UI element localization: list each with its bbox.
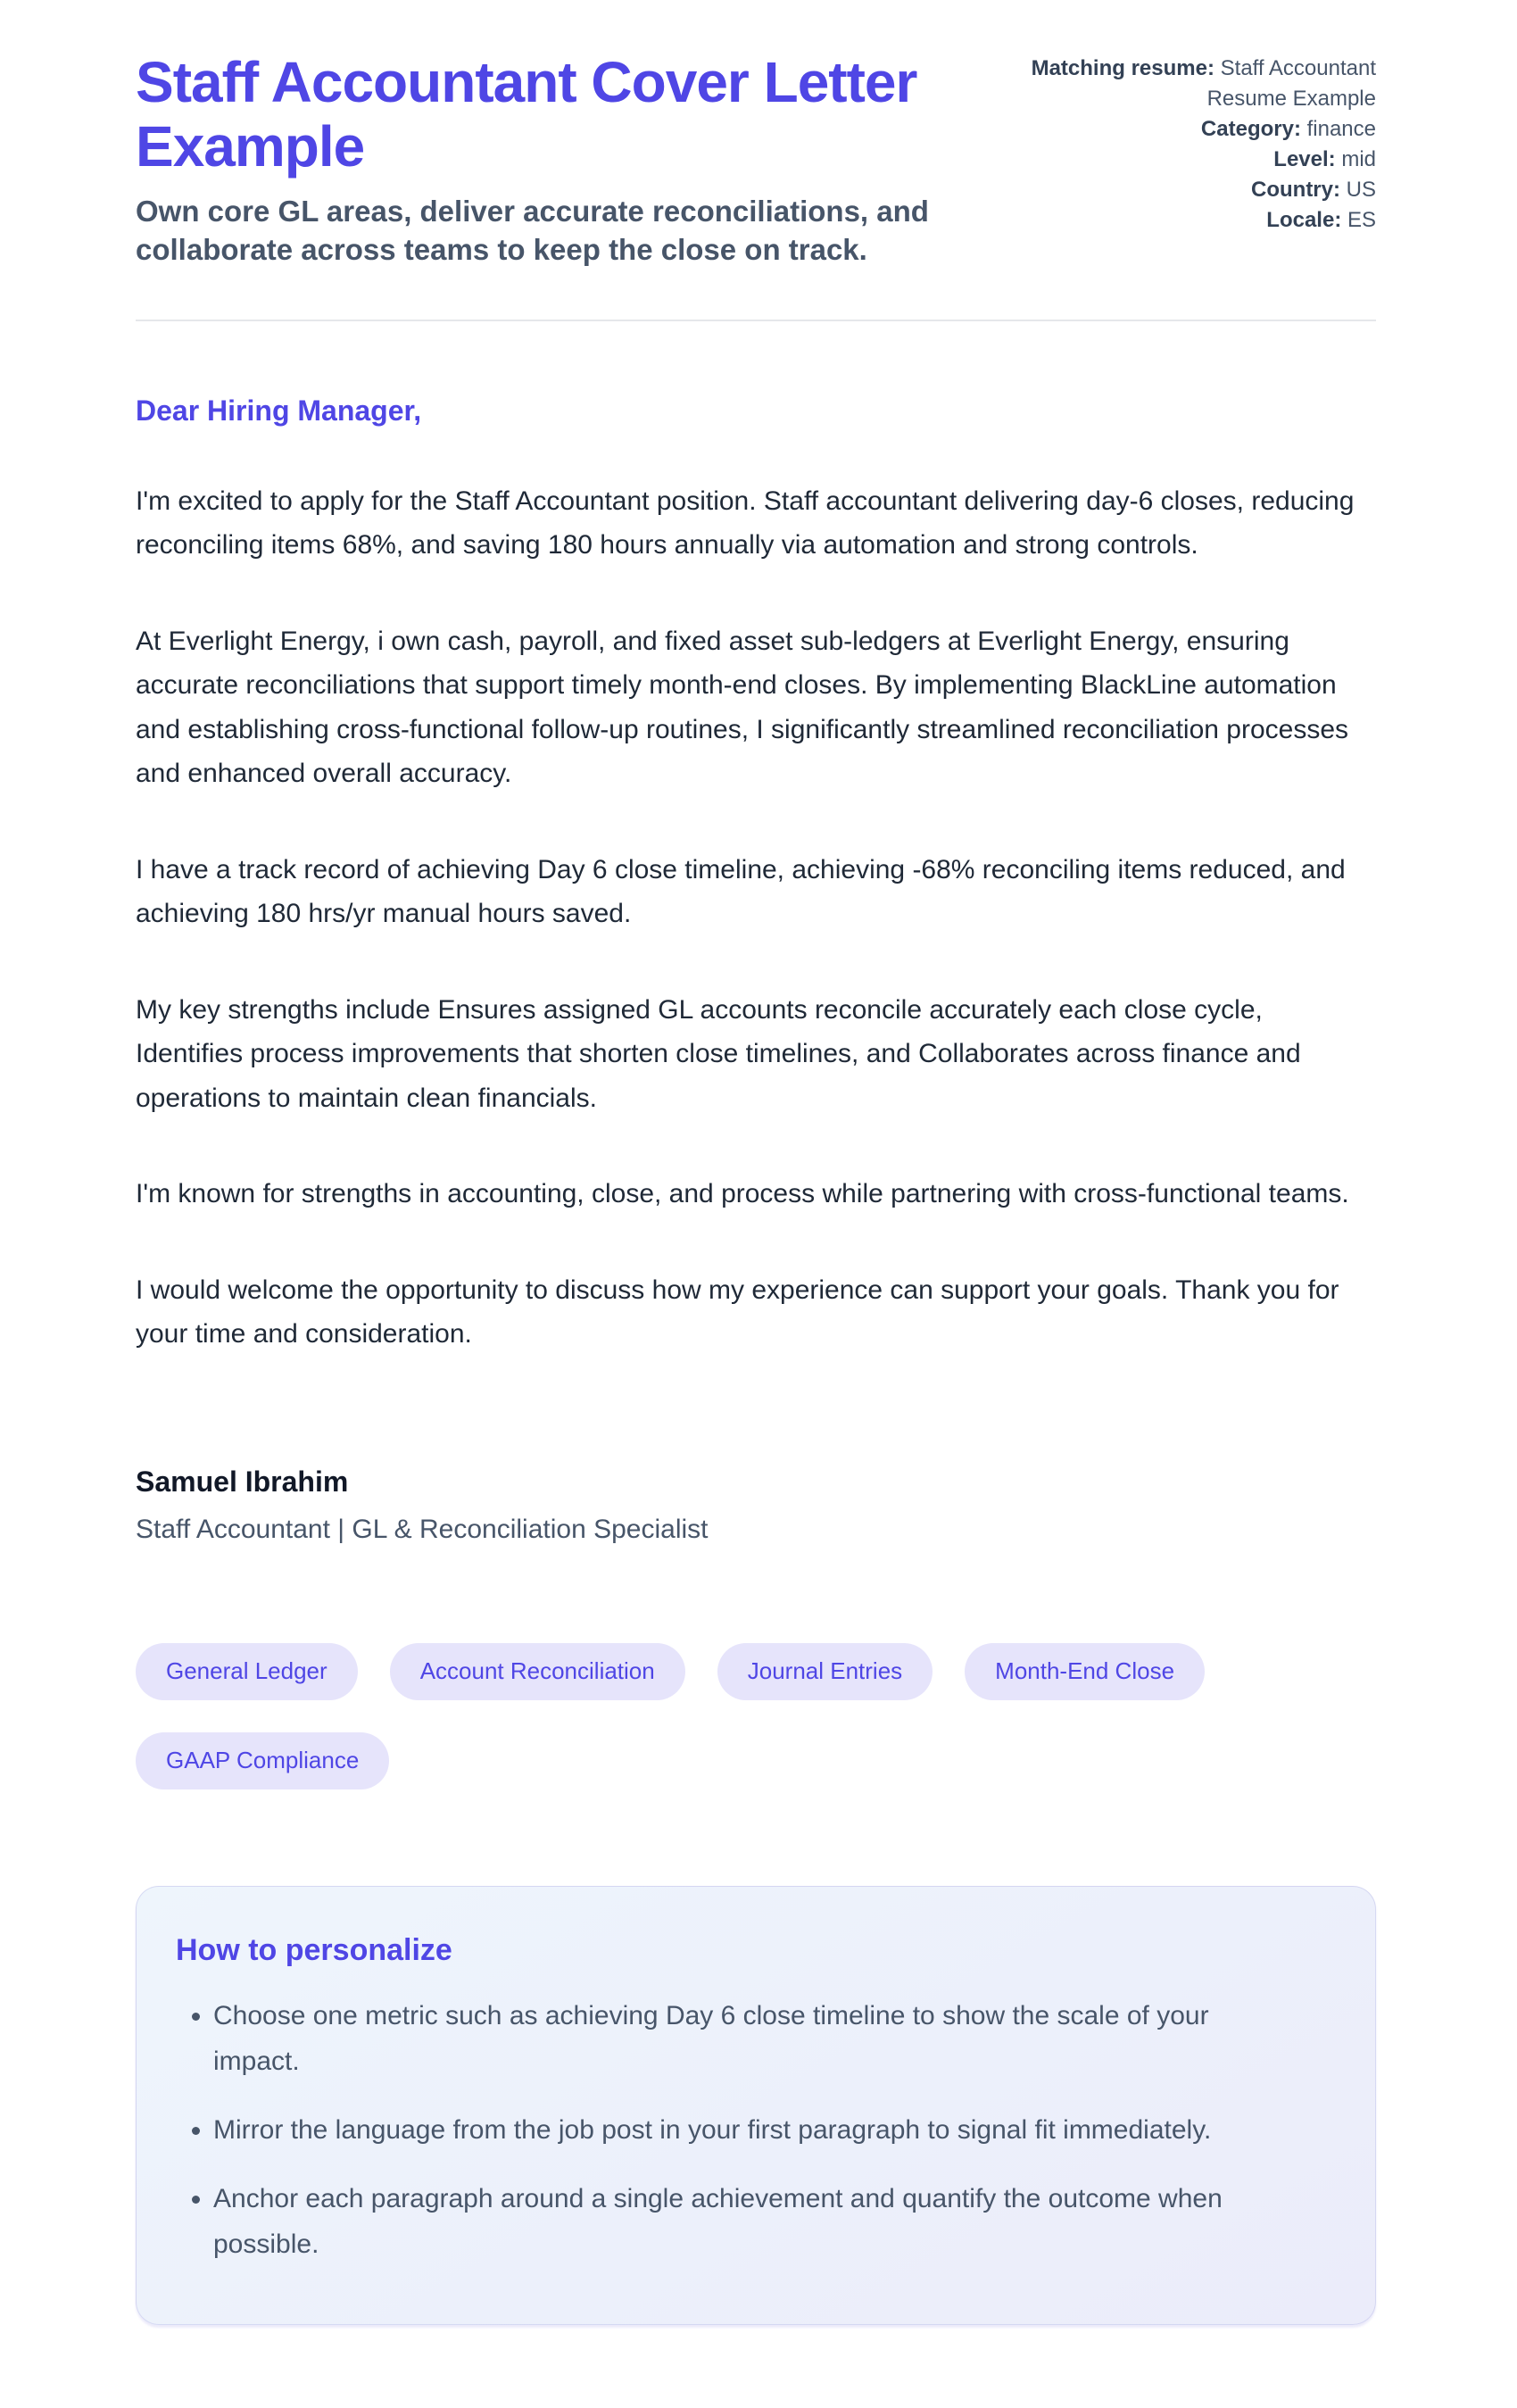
meta-value: ES [1347,208,1376,233]
paragraph-track-record: I have a track record of achieving Day 6 close timeline, achieving -68% reconciling items reduced, and achieving 180 hrs/yr manual hours saved. [136,854,1346,929]
page-title: Staff Accountant Cover Letter Example [136,50,917,179]
meta-label: Category: [1200,117,1307,142]
meta-value: mid [1341,147,1376,172]
skill-tag-gaap-compliance[interactable]: GAAP Compliance [136,1732,389,1789]
paragraph-known-for: I'm known for strengths in accounting, close, and process while partnering with cross-functional teams. [136,1179,1349,1209]
meta-value: finance [1306,117,1376,142]
meta-row-matching-resume [1010,54,1376,114]
meta-row-locale [1010,205,1376,236]
tip-item: • Mirror the language from the job post in your first paragraph to signal fit immediately. [213,2107,1302,2153]
paragraph-closing: I would welcome the opportunity to discuss how my experience can support your goals. Thank you for your time and consideration. [136,1275,1339,1349]
signature-role: Staff Accountant | GL & Reconciliation Specialist [136,1514,709,1544]
skill-tag-general-ledger[interactable]: General Ledger [136,1643,358,1700]
skill-tag-journal-entries[interactable]: Journal Entries [717,1643,933,1700]
paragraph-intro: I'm excited to apply for the Staff Accountant position. Staff accountant delivering day-6 closes, reducing reconciling items 68%, and saving 180 hours annually via automation and strong controls. [136,486,1355,560]
page-header [136,50,1376,270]
meta-row-country [1010,175,1376,205]
meta-panel [1010,50,1376,236]
meta-row-category [1010,114,1376,145]
meta-label: Matching resume: [1031,56,1221,80]
tip-item: • Anchor each paragraph around a single achievement and quantify the outcome when possible. [213,2176,1302,2267]
header-divider [136,320,1376,321]
meta-label: Level: [1273,147,1342,172]
greeting: Dear Hiring Manager, [136,394,422,427]
skill-tag-month-end-close[interactable]: Month-End Close [965,1643,1205,1700]
title-block [136,50,974,270]
meta-row-level [1010,145,1376,175]
meta-value: US [1346,178,1376,203]
tips-list [176,1993,1322,2267]
meta-label: Country: [1251,178,1347,203]
letter-body [136,394,1376,1545]
paragraph-experience: At Everlight Energy, i own cash, payroll, and fixed asset sub-ledgers at Everlight Energy, ensuring accurate reconciliations that support timely month-end closes. By implementing BlackLine automation and establishing cross-functional follow-up routines, I significantly streamlined reconciliation processes and enhanced overall accuracy. [136,626,1349,789]
tips-heading: How to personalize [176,1932,452,1967]
tip-item: • Choose one metric such as achieving Day 6 close timeline to show the scale of your impact. [213,1993,1302,2084]
meta-value: Staff Accountant Resume Example [1206,56,1376,112]
meta-label: Locale: [1266,208,1347,233]
tips-card [136,1886,1376,2325]
skill-tags [136,1643,1376,1789]
paragraph-strengths: My key strengths include Ensures assigned GL accounts reconcile accurately each close cycle, Identifies process improvements that shorten close timelines, and Collaborates across finance and operations to maintain clean financials. [136,994,1301,1113]
page-subtitle: Own core GL areas, deliver accurate reconciliations, and collaborate across teams to keep the close on track. [136,194,929,267]
signature-name: Samuel Ibrahim [136,1465,349,1498]
skill-tag-account-reconciliation[interactable]: Account Reconciliation [390,1643,685,1700]
